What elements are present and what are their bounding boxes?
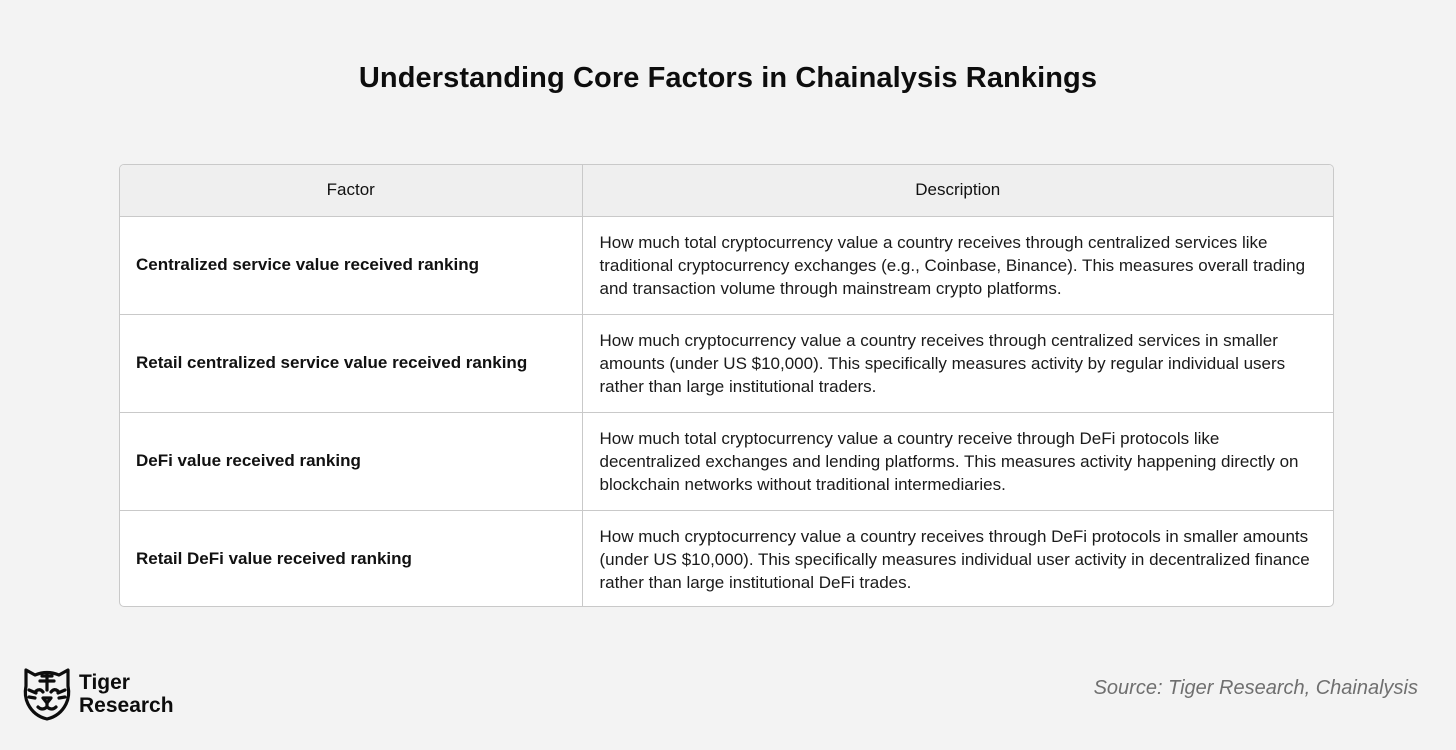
description-cell: How much total cryptocurrency value a country receive through DeFi protocols like decentralized exchanges and lending platforms. This measures activity happening directly on blockchain networks without traditional intermediaries.: [582, 412, 1333, 510]
brand-name: [79, 671, 174, 717]
factor-cell: Centralized service value received ranking: [120, 216, 582, 314]
description-cell: How much cryptocurrency value a country receives through DeFi protocols in smaller amounts (under US $10,000). This specifically measures individual user activity in decentralized finance rather than large institutional DeFi trades.: [582, 510, 1333, 607]
description-cell: How much total cryptocurrency value a country receives through centralized services like traditional cryptocurrency exchanges (e.g., Coinbase, Binance). This measures overall trading and transaction volume through mainstream crypto platforms.: [599, 232, 1306, 298]
brand-name-line2: Research: [79, 694, 174, 717]
header-description: Description: [582, 165, 1333, 216]
header-factor: Factor: [120, 165, 582, 216]
table-body: [120, 216, 1333, 607]
factors-table: [119, 164, 1334, 607]
table-row: [120, 216, 1333, 314]
brand-name-line1: Tiger: [79, 671, 130, 694]
table-row: [120, 412, 1333, 510]
table-header: [120, 165, 1333, 216]
factor-cell: DeFi value received ranking: [120, 412, 582, 510]
page-title: Understanding Core Factors in Chainalysis Rankings: [358, 62, 1098, 94]
description-cell: How much cryptocurrency value a country receives through centralized services in smaller amounts (under US $10,000). This specifically measures activity by regular individual users rather than large institutional traders.: [582, 314, 1333, 412]
source-note: Source: Tiger Research, Chainalysis: [1093, 677, 1418, 699]
factor-cell: Retail centralized service value received ranking: [120, 314, 582, 412]
factors-table-grid: [120, 165, 1333, 607]
table-header-row: [120, 165, 1333, 216]
table-row: [120, 314, 1333, 412]
factor-cell: Retail DeFi value received ranking: [120, 510, 582, 607]
brand-logo: [22, 666, 174, 722]
tiger-head-icon: [22, 666, 72, 722]
table-row: [120, 510, 1333, 607]
